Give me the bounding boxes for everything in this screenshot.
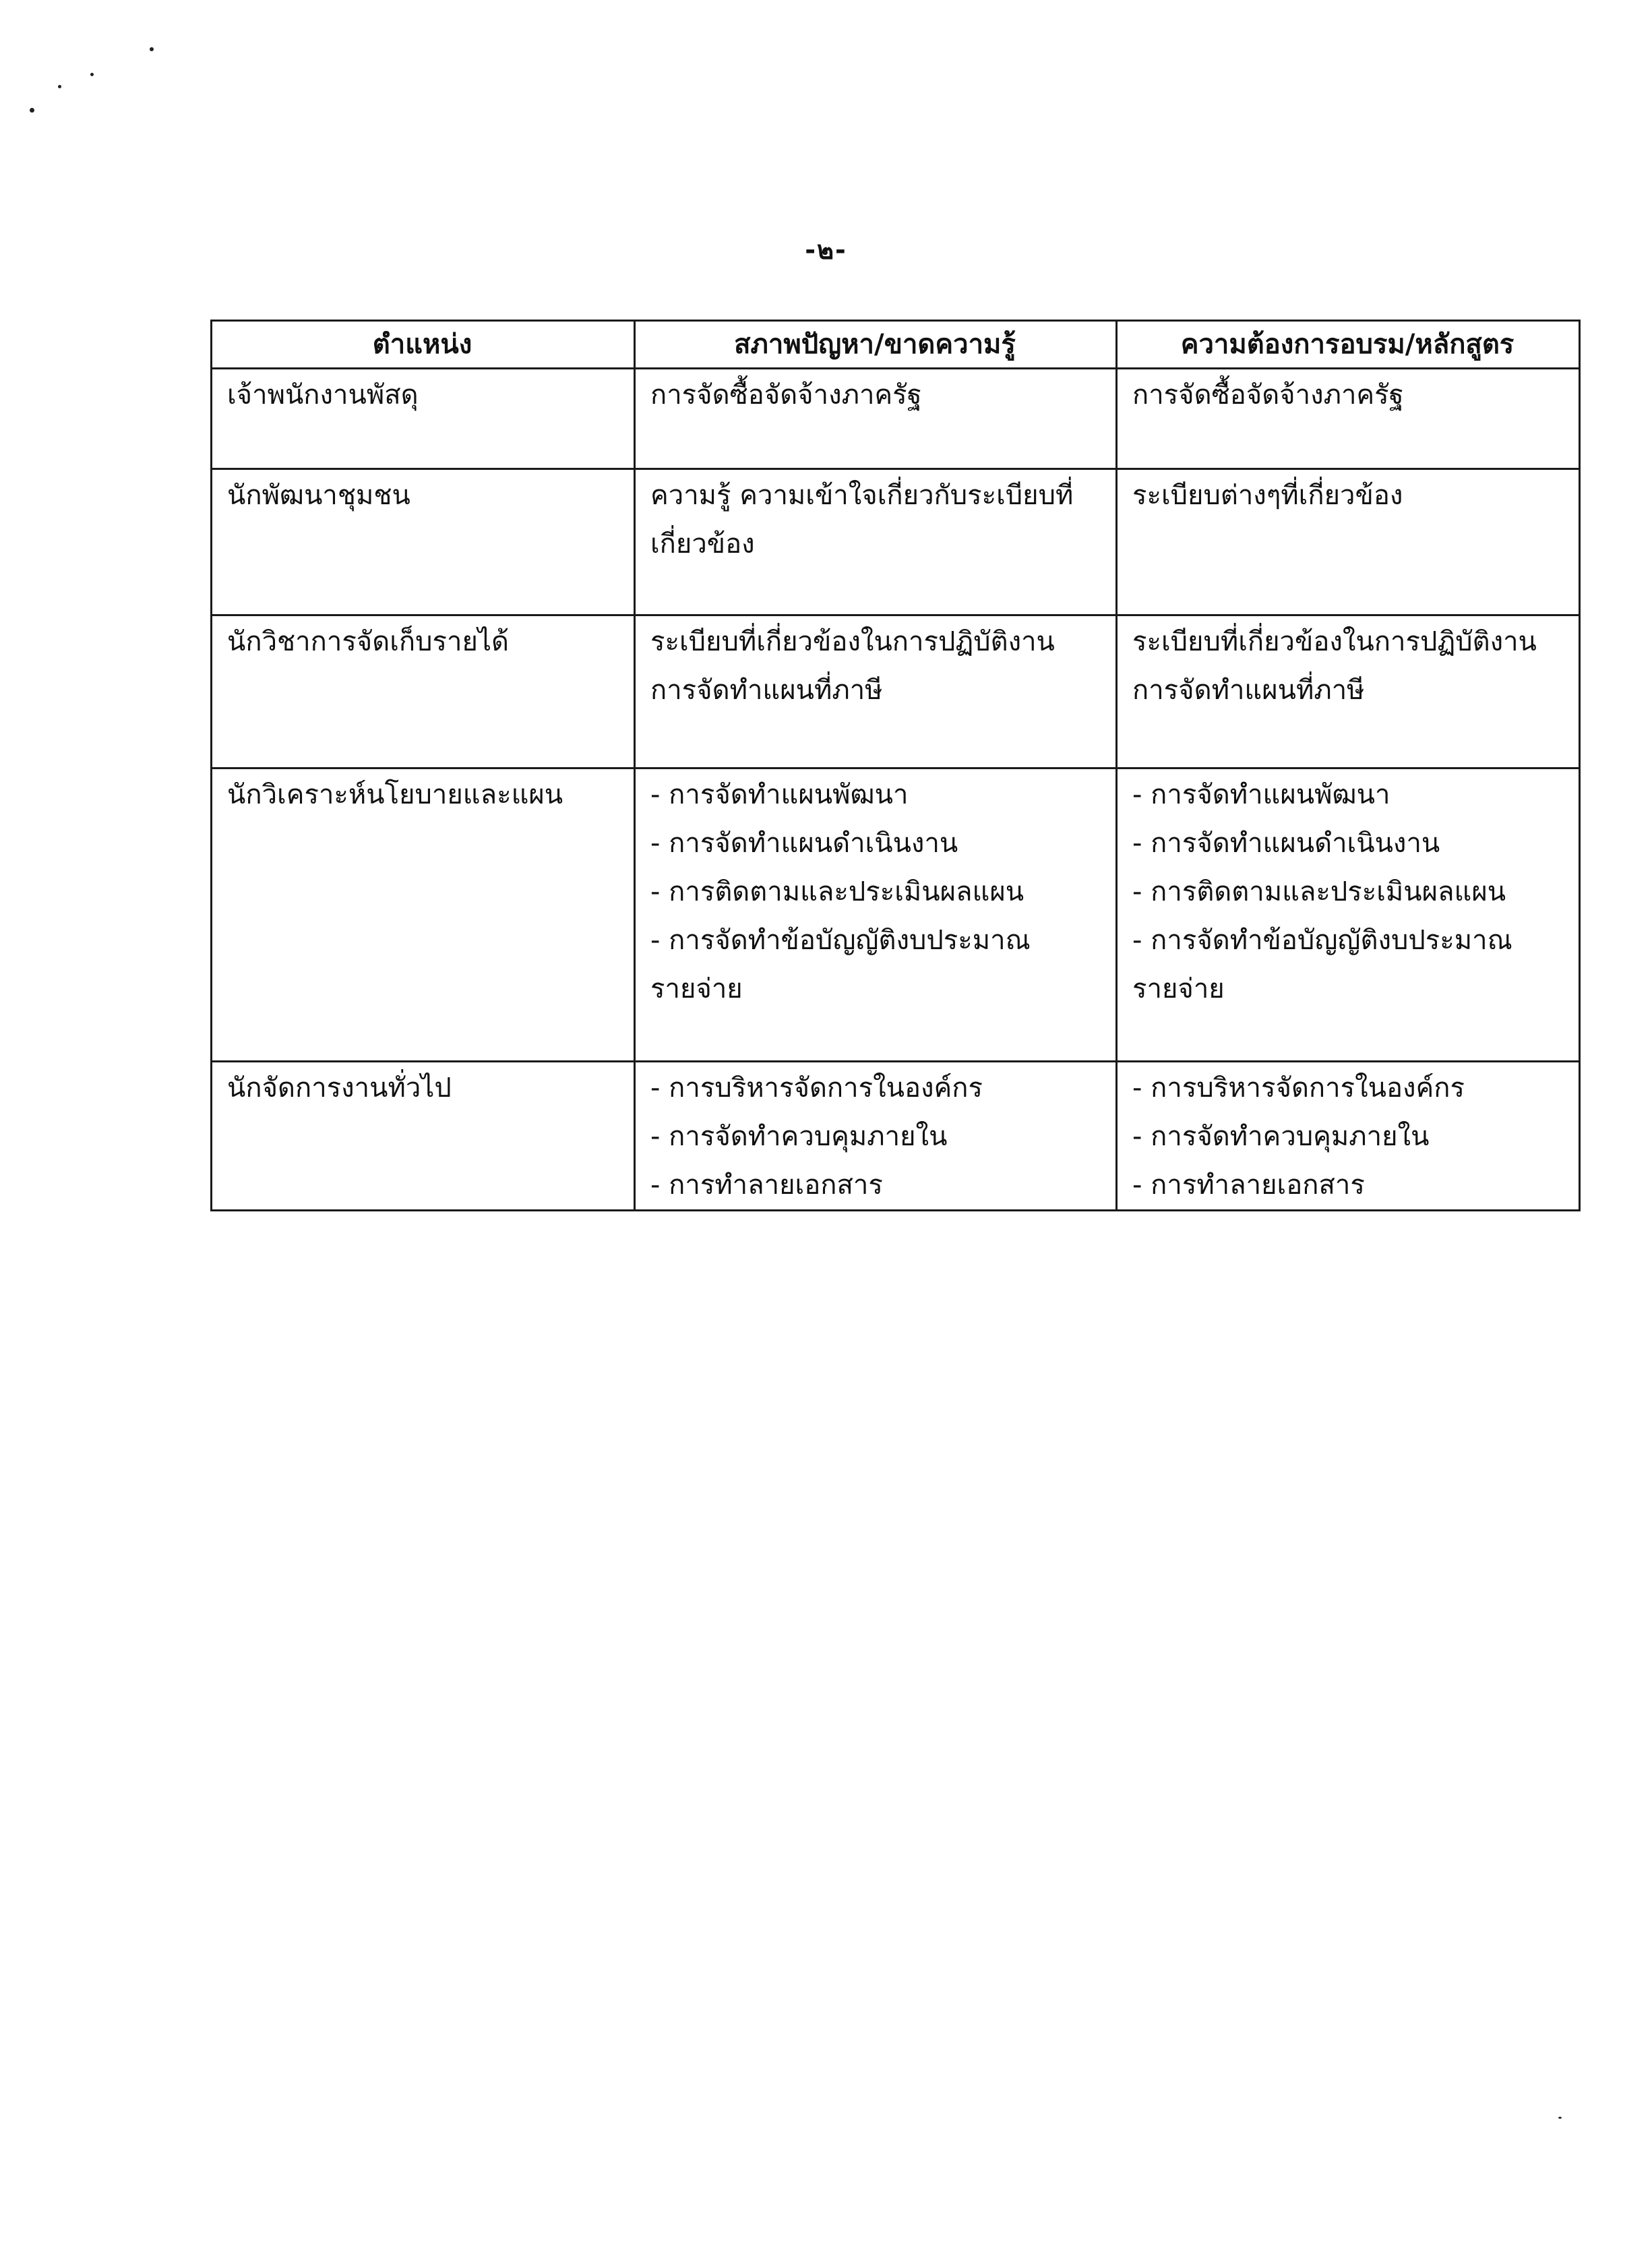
page-number: -๒- bbox=[805, 235, 847, 265]
problem-line: - การติดตามและประเมินผลแผน bbox=[650, 876, 1024, 907]
training-needs-table bbox=[210, 320, 1581, 1211]
training-line: รายจ่าย bbox=[1132, 973, 1225, 1004]
table-row bbox=[212, 1062, 1580, 1211]
table-header-row bbox=[212, 321, 1580, 369]
training-line: - การจัดทำข้อบัญญัติงบประมาณ bbox=[1132, 925, 1512, 956]
training-cell bbox=[1117, 615, 1580, 768]
training-line: การจัดทำแผนที่ภาษี bbox=[1132, 675, 1365, 706]
problem-cell bbox=[635, 469, 1117, 615]
problem-line: - การบริหารจัดการในองค์กร bbox=[650, 1073, 983, 1104]
training-cell bbox=[1117, 768, 1580, 1062]
header-problem: สภาพปัญหา/ขาดความรู้ bbox=[635, 321, 1117, 369]
problem-cell bbox=[635, 369, 1117, 469]
position-cell bbox=[212, 469, 635, 615]
training-line: การจัดซื้อจัดจ้างภาครัฐ bbox=[1132, 380, 1404, 411]
training-line: - การบริหารจัดการในองค์กร bbox=[1132, 1073, 1465, 1104]
training-line: - การติดตามและประเมินผลแผน bbox=[1132, 876, 1506, 907]
header-position: ตำแหน่ง bbox=[212, 321, 635, 369]
scan-speck bbox=[150, 47, 154, 51]
problem-line: ระเบียบที่เกี่ยวข้องในการปฏิบัติงาน bbox=[650, 626, 1055, 657]
training-line: - การจัดทำแผนพัฒนา bbox=[1132, 779, 1390, 810]
problem-line: การจัดซื้อจัดจ้างภาครัฐ bbox=[650, 380, 922, 411]
position-text: นักวิชาการจัดเก็บรายได้ bbox=[227, 626, 509, 657]
problem-line: - การทำลายเอกสาร bbox=[650, 1170, 883, 1201]
problem-line: การจัดทำแผนที่ภาษี bbox=[650, 675, 883, 706]
position-cell bbox=[212, 768, 635, 1062]
table-row bbox=[212, 369, 1580, 469]
position-cell bbox=[212, 1062, 635, 1211]
table-row bbox=[212, 768, 1580, 1062]
training-line: ระเบียบต่างๆที่เกี่ยวข้อง bbox=[1132, 480, 1403, 511]
scan-speck bbox=[90, 73, 94, 76]
position-text: เจ้าพนักงานพัสดุ bbox=[227, 380, 419, 411]
header-training: ความต้องการอบรม/หลักสูตร bbox=[1117, 321, 1580, 369]
position-text: นักวิเคราะห์นโยบายและแผน bbox=[227, 779, 563, 810]
training-line: ระเบียบที่เกี่ยวข้องในการปฏิบัติงาน bbox=[1132, 626, 1537, 657]
training-cell bbox=[1117, 1062, 1580, 1211]
position-cell bbox=[212, 615, 635, 768]
problem-cell bbox=[635, 768, 1117, 1062]
problem-cell bbox=[635, 1062, 1117, 1211]
position-cell bbox=[212, 369, 635, 469]
scan-speck bbox=[1558, 2117, 1562, 2119]
scan-speck bbox=[58, 85, 61, 88]
scan-speck bbox=[30, 108, 34, 113]
problem-cell bbox=[635, 615, 1117, 768]
problem-line: ความรู้ ความเข้าใจเกี่ยวกับระเบียบที่ bbox=[650, 480, 1074, 511]
problem-line: รายจ่าย bbox=[650, 973, 743, 1004]
problem-line: - การจัดทำข้อบัญญัติงบประมาณ bbox=[650, 925, 1031, 956]
training-line: - การจัดทำควบคุมภายใน bbox=[1132, 1121, 1430, 1152]
problem-line: - การจัดทำแผนดำเนินงาน bbox=[650, 828, 958, 859]
position-text: นักจัดการงานทั่วไป bbox=[227, 1073, 452, 1104]
training-cell bbox=[1117, 469, 1580, 615]
position-text: นักพัฒนาชุมชน bbox=[227, 480, 410, 511]
training-line: - การทำลายเอกสาร bbox=[1132, 1170, 1365, 1201]
problem-line: - การจัดทำแผนพัฒนา bbox=[650, 779, 909, 810]
table-row bbox=[212, 469, 1580, 615]
training-line: - การจัดทำแผนดำเนินงาน bbox=[1132, 828, 1440, 859]
problem-line: เกี่ยวข้อง bbox=[650, 529, 755, 560]
table-row bbox=[212, 615, 1580, 768]
problem-line: - การจัดทำควบคุมภายใน bbox=[650, 1121, 948, 1152]
training-cell bbox=[1117, 369, 1580, 469]
